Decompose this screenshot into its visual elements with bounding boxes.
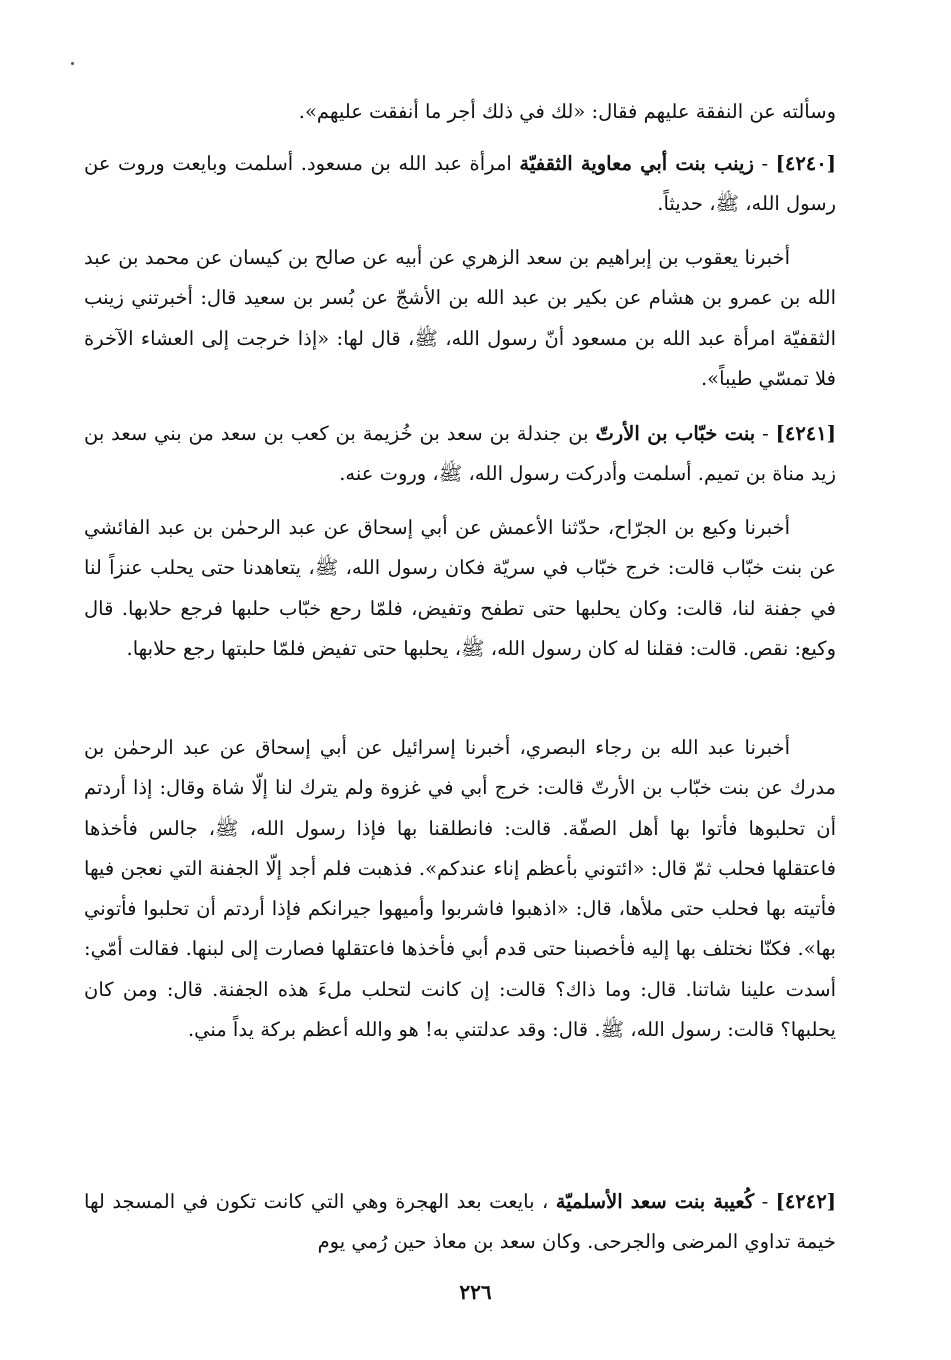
entry-number: [٤٢٤٠] — [775, 152, 836, 175]
entry-name: كُعيبة بنت سعد الأسلميّة — [555, 1190, 755, 1213]
entry-number: [٤٢٤١] — [775, 422, 836, 445]
entry-4241 — [84, 414, 836, 495]
hadith-paragraph: أخبرنا وكيع بن الجرّاح، حدّثنا الأعمش عن أبي إسحاق عن عبد الرحمٰن بن عبد الفائشي عن بنت خبّاب قالت: خرج خبّاب في سريّة فكان رسول الله، ﷺ، يتعاهدنا حتى يحلب عنزاً لنا في جفنة لنا، قالت: وكان يحلبها حتى تطفح وتفيض، فلمّا رحع خبّاب حلبها فرجع حلابها. قال وكيع: نقص. قالت: فقلنا له كان رسول الله، ﷺ، يحلبها حتى تفيض فلمّا حلبتها رجع حلابها. — [84, 516, 836, 660]
entry-text: بن جندلة بن سعد بن خُزيمة بن كعب بن سعد من بني سعد بن زيد مناة بن تميم. أسلمت وأدركت رسول الله، ﷺ، وروت عنه. — [84, 422, 836, 486]
entry-text: امرأة عبد الله بن مسعود. أسلمت وبايعت وروت عن رسول الله، ﷺ، حديثاً. — [84, 152, 836, 216]
scan-speck — [71, 62, 74, 65]
entry-number: [٤٢٤٢] — [775, 1190, 836, 1213]
hadith-paragraph: أخبرنا عبد الله بن رجاء البصري، أخبرنا إسرائيل عن أبي إسحاق عن عبد الرحمٰن بن مدرك عن بنت خبّاب بن الأرتّ قالت: خرج أبي في غزوة ولم يترك لنا إلّا شاة وقال: إذا أردتم أن تحلبوها فأتوا بها أهل الصفّة. قالت: فانطلقنا بها فإذا رسول الله، ﷺ، جالس فأخذها فاعتقلها فحلب ثمّ قال: «ائتوني بأعظم إناء عندكم». فذهبت فلم أجد إلّا الجفنة التي نعجن فيها فأتيته بها فحلب حتى ملأها، قال: «اذهبوا فاشربوا وأميهوا جيرانكم فإذا أردتم أن تحلبوا فأتوني بها». فكنّا نختلف بها إليه فأخصبنا حتى قدم أبي فأخذها فاعتقلها فصارت إلى لبنها. فقالت أمّي: أسدت علينا شاتنا. قال: وما ذاك؟ قالت: إن كانت لتحلب ملءَ هذه الجفنة. قال: ومن كان يحلبها؟ قالت: رسول الله، ﷺ. قال: وقد عدلتني به! هو والله أعظم بركة يداً مني. — [84, 736, 836, 1042]
entry-4242 — [84, 1182, 836, 1263]
entry-dash: - — [754, 1190, 769, 1213]
entry-4240 — [84, 144, 836, 225]
paragraph-continuation: وسألته عن النفقة عليهم فقال: «لك في ذلك أجر ما أنفقت عليهم». — [298, 100, 836, 123]
entry-text: ، بايعت بعد الهجرة وهي التي كانت تكون في المسجد لها خيمة تداوي المرضى والجرحى. وكان سعد بن معاذ حين رُمي يوم — [84, 1190, 836, 1254]
entry-name: بنت خبّاب بن الأرتّ — [595, 422, 756, 445]
entry-dash: - — [753, 152, 769, 175]
entry-name: زينب بنت أبي معاوية الثقفيّة — [519, 152, 754, 175]
hadith-paragraph: أخبرنا يعقوب بن إبراهيم بن سعد الزهري عن أبيه عن صالح بن كيسان عن محمد بن عبد الله بن عمرو بن هشام عن بكير بن عبد الله بن الأشجّ عن بُسر بن سعيد قال: أخبرتني زينب الثقفيّة امرأة عبد الله بن مسعود أنّ رسول الله، ﷺ، قال لها: «إذا خرجت إلى العشاء الآخرة فلا تمسّي طيباً». — [84, 246, 836, 390]
page-number: ٢٢٦ — [459, 1280, 492, 1304]
entry-dash: - — [755, 422, 769, 445]
